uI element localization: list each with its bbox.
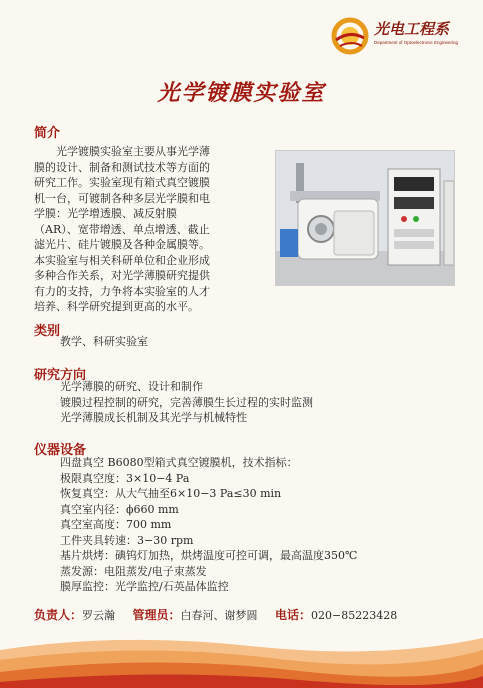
category-value: 教学、科研实验室 bbox=[60, 335, 148, 348]
equipment-list bbox=[60, 455, 357, 595]
intro-line: 学膜：光学增透膜、减反射膜 bbox=[34, 207, 177, 220]
intro-line: 有力的支持，力争将本实验室的人才 bbox=[34, 284, 210, 298]
page-title: 光学镀膜实验室 bbox=[157, 81, 326, 106]
logo-english-text: Department of Optoelectronic Engineering bbox=[374, 40, 459, 45]
research-item: 光学薄膜的研究、设计和制作 bbox=[60, 380, 203, 393]
equipment-heading: 仪器设备 bbox=[34, 443, 87, 458]
logo-chinese-text: 光电工程系 bbox=[374, 20, 450, 38]
department-logo bbox=[328, 14, 468, 58]
intro-paragraph bbox=[34, 144, 270, 315]
leader-name: 罗云瀚 bbox=[82, 609, 116, 622]
equipment-item: 极限真空度：3×10−4 Pa bbox=[60, 471, 190, 485]
decorative-wave bbox=[0, 628, 483, 688]
category-heading: 类别 bbox=[34, 324, 61, 339]
equipment-item: 膜厚监控：光学监控/石英晶体监控 bbox=[60, 580, 229, 593]
intro-line: 滤光片、硅片镀膜及各种金属膜等。 bbox=[34, 238, 210, 251]
intro-line: 机一台，可镀制各种多层光学膜和电 bbox=[34, 191, 210, 205]
phone-label: 电话： bbox=[275, 608, 312, 622]
contact-footer bbox=[34, 606, 397, 623]
research-heading: 研究方向 bbox=[34, 368, 87, 383]
research-item: 镀膜过程控制的研究，完善薄膜生长过程的实时监测 bbox=[60, 395, 313, 409]
intro-line: 膜的设计、制备和测试技术等方面的 bbox=[34, 160, 210, 174]
equipment-item: 蒸发源：电阻蒸发/电子束蒸发 bbox=[60, 564, 207, 578]
intro-line: 多种合作关系，对光学薄膜研究提供 bbox=[34, 269, 210, 282]
equipment-item: 基片烘烤：碘钨灯加热，烘烤温度可控可调，最高温度350℃ bbox=[60, 549, 358, 562]
intro-line: （AR）、宽带增透、单点增透、截止 bbox=[34, 222, 210, 236]
equipment-item: 真空室内径：ϕ660 mm bbox=[60, 502, 179, 516]
research-item: 光学薄膜成长机制及其光学与机械特性 bbox=[60, 411, 247, 424]
equipment-item: 真空室高度：700 mm bbox=[60, 518, 172, 531]
category-text bbox=[60, 334, 148, 350]
intro-line: 光学镀膜实验室主要从事光学薄 bbox=[34, 145, 210, 158]
equipment-item: 恢复真空：从大气抽至6×10−3 Pa≤30 min bbox=[60, 487, 282, 500]
research-list bbox=[60, 379, 313, 426]
equipment-item: 四盘真空 B6080型箱式真空镀膜机，技术指标： bbox=[60, 456, 298, 469]
coating-machine-illustration bbox=[276, 151, 454, 285]
intro-line: 本实验室与相关科研单位和企业形成 bbox=[34, 253, 210, 267]
intro-heading: 简介 bbox=[34, 126, 61, 141]
equipment-item: 工件夹具转速：3−30 rpm bbox=[60, 533, 194, 547]
leader-label: 负责人： bbox=[34, 608, 83, 622]
intro-line: 培养、科学研究提到更高的水平。 bbox=[34, 300, 199, 313]
manager-names: 白春河、谢梦圆 bbox=[180, 609, 258, 622]
intro-line: 研究工作。实验室现有箱式真空镀膜 bbox=[34, 176, 210, 189]
phone-number: 020−85223428 bbox=[311, 609, 398, 622]
sun-emblem-icon bbox=[330, 16, 370, 56]
manager-label: 管理员： bbox=[132, 608, 181, 622]
lab-equipment-photo bbox=[275, 150, 455, 286]
